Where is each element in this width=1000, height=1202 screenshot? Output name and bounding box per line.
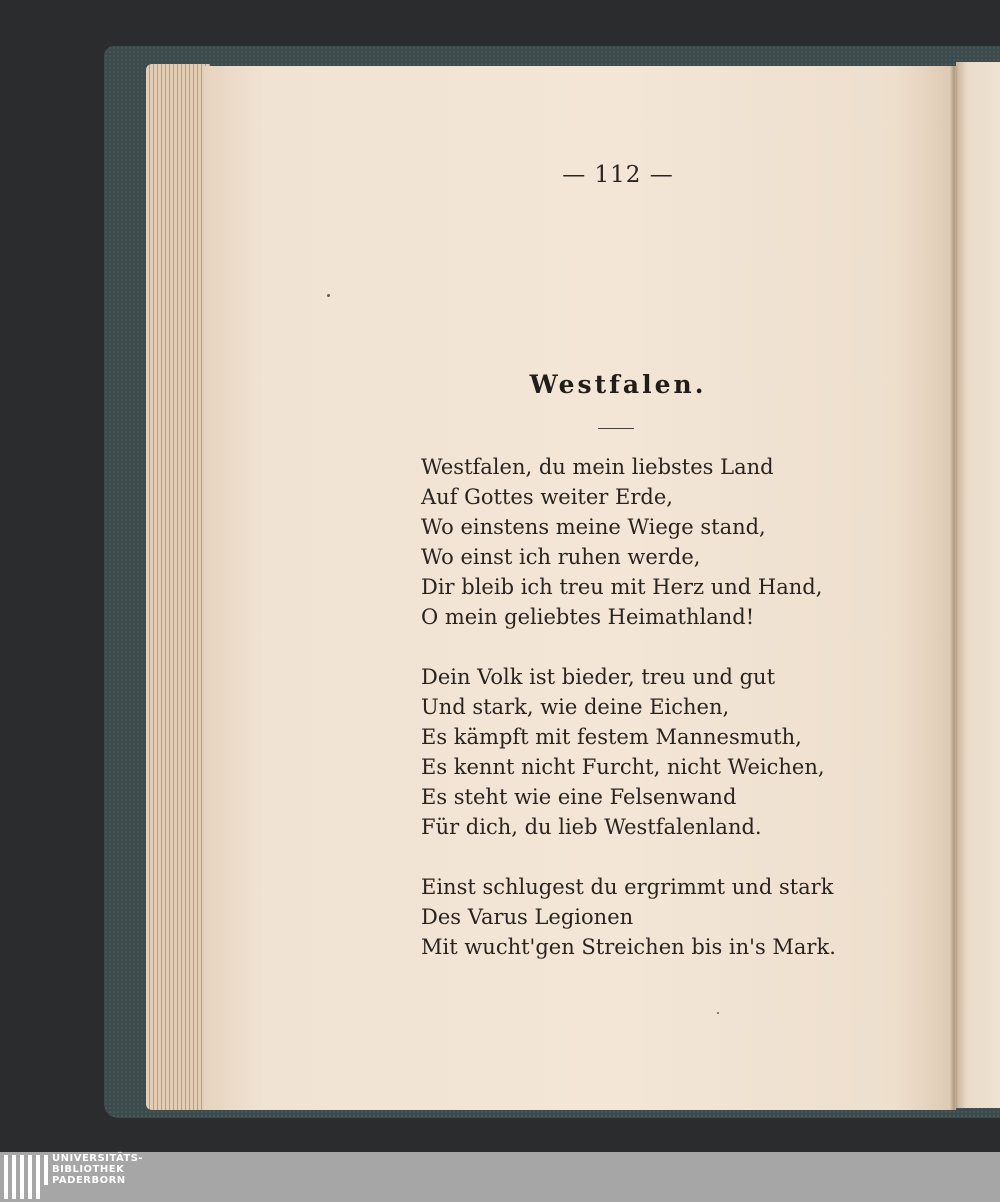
paper-speck: [717, 1012, 719, 1014]
title-divider: [598, 428, 634, 429]
library-name: [52, 1153, 143, 1186]
poem-line: Es kennt nicht Furcht, nicht Weichen,: [421, 755, 825, 779]
facing-page: [956, 62, 1000, 1108]
stanza-gap: [421, 842, 841, 872]
page-edges: [146, 64, 210, 1110]
library-name-line: PADERBORN: [52, 1175, 126, 1186]
poem-line: Wo einst ich ruhen werde,: [421, 545, 701, 569]
page-gutter: [950, 66, 958, 1110]
poem-line: Dein Volk ist bieder, treu und gut: [421, 665, 776, 689]
poem-title: Westfalen.: [529, 370, 707, 399]
poem-line: Wo einstens meine Wiege stand,: [421, 515, 766, 539]
poem-line: Westfalen, du mein liebstes Land: [421, 455, 774, 479]
stanza-3: [421, 872, 841, 962]
poem-body: [421, 452, 841, 962]
poem-line: Für dich, du lieb Westfalenland.: [421, 815, 762, 839]
poem-line: O mein geliebtes Heimathland!: [421, 605, 755, 629]
library-footer: [0, 1152, 1000, 1202]
library-name-line: BIBLIOTHEK: [52, 1164, 125, 1175]
poem-line: Dir bleib ich treu mit Herz und Hand,: [421, 575, 823, 599]
page-number: — 112 —: [562, 162, 674, 188]
library-name-line: UNIVERSITÄTS-: [52, 1153, 144, 1164]
poem-line: Des Varus Legionen: [421, 905, 634, 929]
stanza-2: [421, 662, 841, 842]
poem-line: Es kämpft mit festem Mannesmuth,: [421, 725, 802, 749]
poem-line: Mit wucht'gen Streichen bis in's Mark.: [421, 935, 836, 959]
poem-line: Es steht wie eine Felsenwand: [421, 785, 737, 809]
paper-speck: [327, 294, 330, 297]
poem-line: Einst schlugest du ergrimmt und stark: [421, 875, 834, 899]
library-bars-icon: [4, 1155, 50, 1199]
poem-line: Und stark, wie deine Eichen,: [421, 695, 730, 719]
stanza-1: [421, 452, 841, 632]
poem-line: Auf Gottes weiter Erde,: [421, 485, 673, 509]
stanza-gap: [421, 632, 841, 662]
